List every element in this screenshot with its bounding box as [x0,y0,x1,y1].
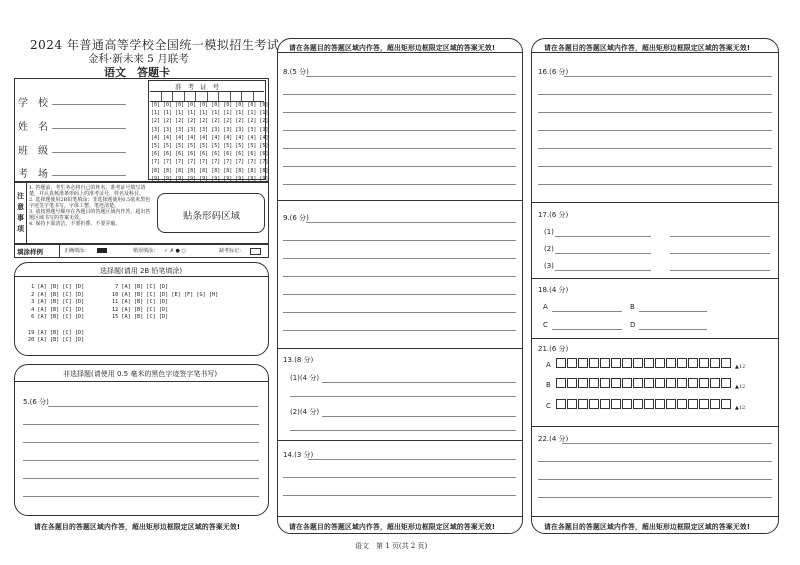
q21-a-count: ▲12 [735,364,746,370]
nonmcq-title: 非选择题(请使用 0.5 毫米的黑色字迹签字笔书写) [63,370,218,378]
answer-card-title: 语文 答题卡 [104,66,170,79]
q9-label: 9.(6 分) [283,214,309,222]
q17-part1-label: (1) [544,228,554,236]
q8-answer-line[interactable] [283,94,516,95]
q5-answer-line[interactable] [23,424,259,425]
q14-answer-line[interactable] [283,477,516,478]
warning-bottom-left: 请在各题目的答题区域内作答，超出矩形边框限定区域的答案无效! [34,523,241,531]
digit-row[interactable]: [9] [9] [9] [9] [9] [9] [9] [9] [9] [9] [151,175,269,182]
q18-d-line[interactable] [639,329,707,330]
digit-row[interactable]: [5] [5] [5] [5] [5] [5] [5] [5] [5] [5] [151,142,269,149]
mcq-row[interactable]: 11 [A] [B] [C] [D] [112,299,169,306]
q17-part1-line[interactable] [670,236,770,237]
q21-a-boxes[interactable] [556,358,732,368]
name-label: 姓 名 [18,122,48,133]
q17-part3-line[interactable] [555,270,651,271]
q22-answer-line[interactable] [562,443,772,444]
q21-c-label: C [546,402,551,410]
mcq-row[interactable]: 3 [A] [B] [C] [D] [28,299,85,306]
absent-mark-label: 缺考标记： [219,248,245,254]
exam-room-field[interactable] [52,175,126,176]
q22-answer-line[interactable] [538,479,772,480]
q8-answer-line[interactable] [283,130,516,131]
q14-answer-line[interactable] [308,459,516,460]
q13-part2-label: (2)(4 分) [290,408,320,416]
note-item: 3. 请按照题号顺序在各题目的答题区域内作答，超出答题区域书写的答案无效。 [29,209,151,221]
q5-label: 5.(6 分) [23,398,49,406]
q16-answer-line[interactable] [538,184,772,185]
mcq-row[interactable]: 15 [A] [B] [C] [D] [112,314,169,321]
q22-answer-line[interactable] [538,461,772,462]
nonmcq-section [14,364,269,516]
q9-answer-line[interactable] [283,312,516,313]
note-item: 4. 保持卡面清洁，不要折叠、不要弄破。 [29,221,121,227]
exam-room-label: 考 场 [18,169,48,180]
fill-correct-mark [97,248,107,253]
q13-label: 13.(8 分) [283,356,314,364]
q17-label: 17.(6 分) [538,211,569,219]
q13-part1-label: (1)(4 分) [290,374,320,382]
notes-label: 注意事项 [17,191,24,233]
q9-answer-line[interactable] [306,222,516,223]
exam-title-line2: 金科·新未来 5 月联考 [88,53,189,65]
q16-answer-line[interactable] [538,166,772,167]
mcq-row[interactable]: 10 [A] [B] [C] [D] [E] [F] [G] [H] [112,291,219,298]
fill-example-label: 填涂样例 [17,248,43,256]
digit-row[interactable]: [0] [0] [0] [0] [0] [0] [0] [0] [0] [0] [151,102,269,108]
mcq-row-spacer [28,322,84,328]
page-footer: 语文 第 1 页(共 2 页) [355,542,428,550]
q14-label: 14.(3 分) [283,451,314,459]
q17-part2-line[interactable] [670,253,770,254]
q17-part2-label: (2) [544,245,554,253]
q8-answer-line[interactable] [283,184,516,185]
exam-title-line1: 2024 年普通高等学校全国统一模拟招生考试 [30,38,280,52]
digit-row[interactable]: [4] [4] [4] [4] [4] [4] [4] [4] [4] [4] [151,134,269,141]
warning-top-middle: 请在各题目的答题区域内作答，超出矩形边框限定区域的答案无效! [289,44,496,52]
q18-a-label: A [543,303,548,311]
q13-part2-line[interactable] [322,416,516,417]
q18-c-line[interactable] [552,329,622,330]
q13-part2-line[interactable] [290,430,516,431]
q8-answer-line[interactable] [283,112,516,113]
exam-number-label: 准 考 证 号 [175,83,222,91]
q18-label: 18.(4 分) [538,286,569,294]
fill-wrong-label: 错误填涂： [133,248,159,254]
q21-b-boxes[interactable] [556,378,732,388]
warning-bottom-middle: 请在各题目的答题区域内作答，超出矩形边框限定区域的答案无效! [289,523,496,531]
mcq-row[interactable]: 4 [A] [B] [C] [D] [28,306,85,313]
mcq-row[interactable]: 20 [A] [B] [C] [D] [28,337,85,344]
q18-b-line[interactable] [639,311,707,312]
q13-part1-line[interactable] [322,382,516,383]
q9-answer-line[interactable] [283,258,516,259]
mcq-row[interactable]: 12 [A] [B] [C] [D] [112,306,169,313]
mcq-row[interactable]: 19 [A] [B] [C] [D] [28,329,85,336]
q17-part3-label: (3) [544,262,554,270]
school-label: 学 校 [18,98,48,109]
q8-answer-line[interactable] [283,166,516,167]
note-item: 1. 答题前，考生务必将自己的姓名、准考证号填写清楚，并认真核准条形码上的准考证号、姓名及科目。 [29,185,146,197]
class-field[interactable] [52,152,126,153]
fill-wrong-marks: ✓ ✗ ● ○ [164,248,186,254]
absent-mark-box[interactable] [250,248,261,255]
q5-answer-line[interactable] [48,406,258,407]
q22-answer-line[interactable] [538,497,772,498]
q16-answer-line[interactable] [564,76,772,77]
exam-number-write-row[interactable] [150,91,264,102]
digit-row[interactable]: [6] [6] [6] [6] [6] [6] [6] [6] [6] [6] [151,151,269,158]
barcode-label: 贴条形码区域 [183,211,241,222]
q8-answer-line[interactable] [306,76,516,77]
digit-row[interactable]: [8] [8] [8] [8] [8] [8] [8] [8] [8] [8] [151,167,269,174]
q17-part3-line[interactable] [670,270,770,271]
q22-label: 22.(4 分) [538,435,569,443]
school-field[interactable] [52,104,126,105]
q21-b-label: B [546,381,551,389]
q8-answer-line[interactable] [283,148,516,149]
q16-answer-line[interactable] [538,148,772,149]
q5-answer-line[interactable] [23,478,259,479]
q21-c-boxes[interactable] [556,399,732,409]
q9-answer-line[interactable] [283,294,516,295]
digit-row[interactable]: [7] [7] [7] [7] [7] [7] [7] [7] [7] [7] [151,159,269,166]
q21-b-count: ▲12 [735,384,746,390]
q16-answer-line[interactable] [538,112,772,113]
q8-label: 8.(5 分) [283,68,309,76]
q13-part1-line[interactable] [290,396,516,397]
q9-answer-line[interactable] [283,240,516,241]
q9-answer-line[interactable] [283,276,516,277]
q17-part1-line[interactable] [555,236,651,237]
q18-b-label: B [630,303,635,311]
q9-answer-line[interactable] [283,330,516,331]
mcq-row[interactable]: 6 [A] [B] [C] [D] [28,314,85,321]
note-item: 2. 选择题使用2B铅笔填涂；非选择题使用0.5毫米黑色字迹签字笔书写，字体工整、笔迹清楚。 [29,197,151,209]
q14-answer-line[interactable] [283,495,516,496]
fill-correct-label: 正确填涂： [64,248,90,254]
mcq-row[interactable]: 7 [A] [B] [C] [D] [112,284,169,290]
q5-answer-line[interactable] [23,496,259,497]
warning-bottom-right: 请在各题目的答题区域内作答，超出矩形边框限定区域的答案无效! [544,523,751,531]
warning-top-right: 请在各题目的答题区域内作答，超出矩形边框限定区域的答案无效! [544,44,751,52]
mcq-row[interactable]: 1 [A] [B] [C] [D] [28,284,85,290]
digit-row[interactable]: [1] [1] [1] [1] [1] [1] [1] [1] [1] [1] [151,110,269,117]
q16-answer-line[interactable] [538,130,772,131]
q21-label: 21.(6 分) [538,345,569,353]
q5-answer-line[interactable] [23,442,259,443]
q16-answer-line[interactable] [538,94,772,95]
mcq-row[interactable]: 2 [A] [B] [C] [D] [28,291,85,298]
q17-part2-line[interactable] [555,253,651,254]
q21-c-count: ▲12 [735,405,746,411]
class-label: 班 级 [18,146,48,157]
q21-a-label: A [546,361,551,369]
mcq-title: 选择题(请用 2B 铅笔填涂) [100,267,183,275]
name-field[interactable] [52,128,126,129]
q18-a-line[interactable] [552,311,622,312]
digit-row[interactable]: [2] [2] [2] [2] [2] [2] [2] [2] [2] [2] [151,118,269,125]
digit-row[interactable]: [3] [3] [3] [3] [3] [3] [3] [3] [3] [3] [151,126,269,133]
q16-label: 16.(6 分) [538,68,569,76]
q5-answer-line[interactable] [23,460,259,461]
q18-d-label: D [630,321,636,329]
q18-c-label: C [543,321,548,329]
